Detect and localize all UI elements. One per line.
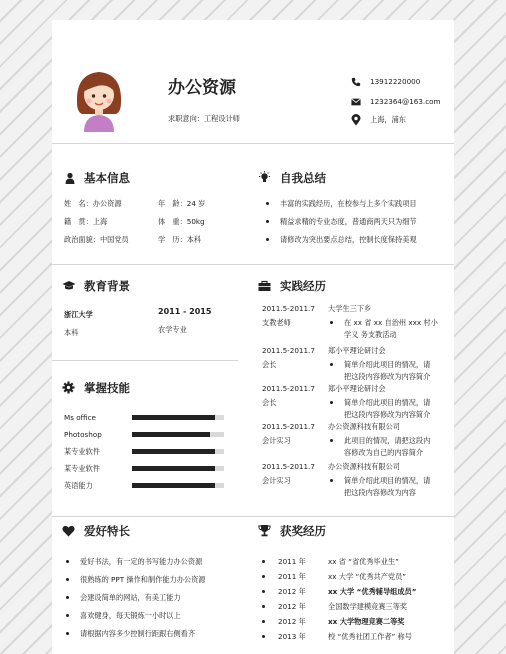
practice-role: 会长 (262, 398, 277, 407)
heart-icon (62, 525, 75, 537)
award-year: 2011 年 (278, 557, 306, 566)
skill-label: Photoshop (64, 430, 102, 439)
bullet (262, 635, 265, 638)
section-divider (52, 360, 238, 361)
bullet (262, 575, 265, 578)
section-title-self-summary: 自我总结 (280, 171, 326, 185)
section-title-awards: 获奖经历 (280, 524, 326, 538)
award-year: 2011 年 (278, 572, 306, 581)
award-year: 2012 年 (278, 617, 306, 626)
map-pin-icon (351, 114, 361, 126)
skill-level-bar (132, 466, 224, 471)
envelope-icon (351, 97, 361, 107)
bullet (330, 479, 333, 482)
practice-org: 办公资源科技有限公司 (328, 422, 400, 431)
bullet (266, 220, 269, 223)
practice-org: 办公资源科技有限公司 (328, 462, 400, 471)
practice-desc: 简单介绍此项目的情况，请 (344, 360, 431, 369)
practice-org: 郑小平理论研讨会 (328, 346, 386, 355)
summary-item: 请修改为突出要点总结，控制长度保持美观 (280, 235, 417, 244)
award-text: xx 大学 “优秀共产党员” (328, 572, 407, 581)
contact-email: 1232364@163.com (370, 97, 441, 106)
graduation-cap-icon (62, 280, 76, 292)
practice-date: 2011.5-2011.7 (262, 462, 315, 471)
job-intent: 求职意向：工程设计师 (168, 114, 240, 123)
section-title-practice: 实践经历 (280, 279, 326, 293)
bullet (266, 238, 269, 241)
bullet (262, 605, 265, 608)
skill-level-fill (132, 415, 215, 420)
bullet (262, 590, 265, 593)
practice-role: 会计实习 (262, 476, 291, 485)
practice-desc: 在 xx 省 xx 自治州 xxx 村小 (344, 318, 438, 327)
award-text: 校 “优秀社团工作者” 称号 (328, 632, 412, 641)
section-title-skills: 掌握技能 (84, 381, 130, 395)
skill-label: 某专业软件 (64, 464, 100, 473)
bullet (66, 632, 69, 635)
bullet (262, 560, 265, 563)
basic-info-weight: 体 重：50kg (158, 217, 205, 226)
practice-desc: 容修改为自己的内容简介 (344, 448, 424, 457)
summary-item: 丰富的实践经历，在校参与上多个实践项目 (280, 199, 417, 208)
edu-degree: 本科 (64, 328, 79, 337)
hobby-item: 会建设简单的网站，有美工能力 (80, 593, 181, 602)
skill-level-fill (132, 432, 210, 437)
person-icon (64, 172, 76, 184)
practice-date: 2011.5-2011.7 (262, 346, 315, 355)
lightbulb-icon (258, 171, 271, 184)
bullet (330, 401, 333, 404)
hobby-item: 爱好书法，有一定的书写能力办公资源 (80, 557, 203, 566)
trophy-icon (258, 524, 271, 537)
edu-period: 2011 - 2015 (158, 307, 212, 316)
basic-info-name: 姓 名：办公资源 (64, 199, 122, 208)
practice-desc: 简单介绍此项目的情况，请 (344, 398, 431, 407)
practice-date: 2011.5-2011.7 (262, 384, 315, 393)
bullet (330, 439, 333, 442)
skill-label: Ms office (64, 413, 96, 422)
contact-phone: 13912220000 (370, 77, 421, 86)
briefcase-icon (258, 280, 271, 292)
basic-info-age: 年 龄：24 岁 (158, 199, 206, 208)
bullet (66, 614, 69, 617)
award-year: 2013 年 (278, 632, 306, 641)
skill-level-fill (132, 466, 215, 471)
hobby-item: 喜欢健身，每天锻炼一小时以上 (80, 611, 181, 620)
practice-org: 郑小平理论研讨会 (328, 384, 386, 393)
practice-desc: 把这段内容修改为内容简介 (344, 372, 431, 381)
skill-level-fill (132, 483, 215, 488)
practice-desc: 把这段内容修改为内容 (344, 488, 416, 497)
edu-school: 浙江大学 (64, 310, 93, 319)
hobby-item: 很熟练的 PPT 操作和制作能力办公资源 (80, 575, 206, 584)
skill-level-bar (132, 483, 224, 488)
practice-date: 2011.5-2011.7 (262, 422, 315, 431)
skill-level-fill (132, 449, 215, 454)
practice-org: 大学生三下乡 (328, 304, 372, 313)
practice-desc: 把这段内容修改为内容简介 (344, 410, 431, 419)
section-divider (52, 264, 454, 265)
practice-desc: 此项目的情况，请把这段内 (344, 436, 431, 445)
section-divider (52, 516, 454, 517)
bullet (66, 596, 69, 599)
gear-icon (62, 381, 75, 394)
section-title-education: 教育背景 (84, 279, 130, 293)
section-title-hobbies: 爱好特长 (84, 524, 130, 538)
header-divider (52, 143, 454, 144)
practice-desc: 简单介绍此项目的情况，请 (344, 476, 431, 485)
bullet (66, 578, 69, 581)
award-year: 2012 年 (278, 587, 306, 596)
summary-item: 精益求精的专业态度，普通商两天只为细节 (280, 217, 417, 226)
award-text: xx 大学 “优秀辅导组成员” (328, 587, 417, 596)
practice-desc: 学义 务支教活动 (344, 330, 397, 339)
resume-name: 办公资源 (168, 78, 236, 98)
edu-major: 农学专业 (158, 325, 187, 334)
bullet (330, 321, 333, 324)
resume-page (52, 20, 454, 654)
practice-role: 会长 (262, 360, 277, 369)
bullet (262, 620, 265, 623)
practice-role: 支教老师 (262, 318, 291, 327)
skill-label: 某专业软件 (64, 447, 100, 456)
skill-level-bar (132, 432, 224, 437)
bullet (266, 202, 269, 205)
award-text: xx 省 “省优秀毕业生” (328, 557, 399, 566)
contact-location: 上海，浦东 (370, 115, 406, 124)
hobby-item: 请根据内容多少控制行距跟右侧看齐 (80, 629, 196, 638)
phone-icon (351, 77, 361, 87)
skill-level-bar (132, 415, 224, 420)
basic-info-hometown: 籍 贯：上海 (64, 217, 108, 226)
skill-level-bar (132, 449, 224, 454)
award-text: 全国数学建模竞赛三等奖 (328, 602, 408, 611)
bullet (330, 363, 333, 366)
skill-label: 英语能力 (64, 481, 93, 490)
bullet (66, 560, 69, 563)
award-year: 2012 年 (278, 602, 306, 611)
practice-date: 2011.5-2011.7 (262, 304, 315, 313)
basic-info-education: 学 历：本科 (158, 235, 202, 244)
practice-role: 会计实习 (262, 436, 291, 445)
basic-info-politics: 政治面貌：中国党员 (64, 235, 129, 244)
section-title-basic-info: 基本信息 (84, 171, 130, 185)
award-text: xx 大学物理竞赛二等奖 (328, 617, 405, 626)
avatar (74, 68, 124, 132)
